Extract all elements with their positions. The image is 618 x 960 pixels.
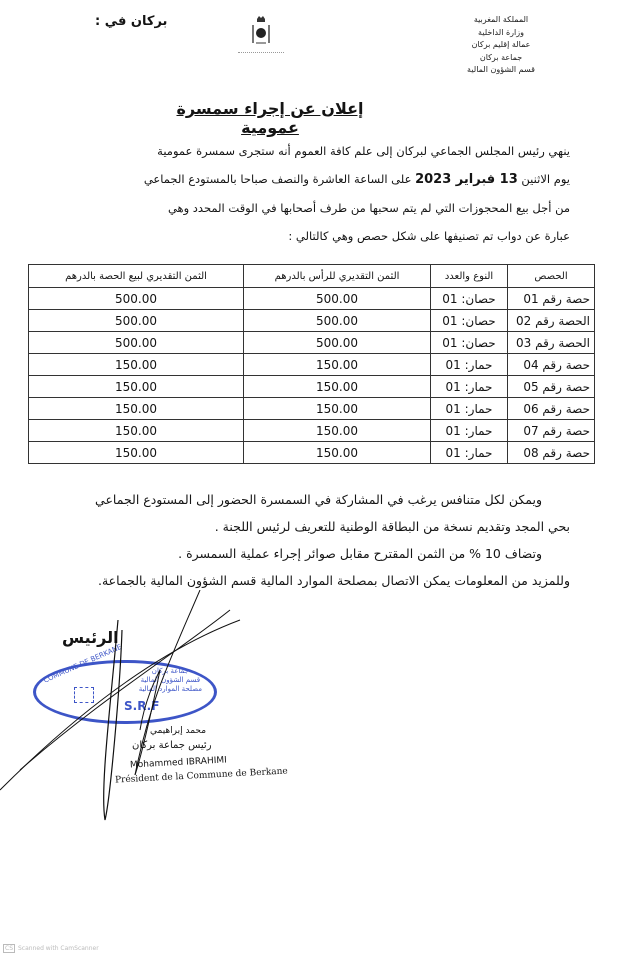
lot-cell: حصة رقم 08 bbox=[508, 442, 595, 464]
intro-line bbox=[30, 165, 570, 194]
signatory-title-ar: رئيس جماعة بركان bbox=[132, 740, 212, 751]
org-line: قسم الشؤون المالية bbox=[467, 65, 535, 74]
table-row bbox=[29, 420, 595, 442]
signatory-name-fr: Mohammed IBRAHIMI bbox=[129, 755, 228, 771]
scanner-watermark bbox=[3, 944, 99, 953]
table-header-row bbox=[29, 265, 595, 288]
kind-cell: حمار: 01 bbox=[431, 442, 508, 464]
price-per-head-cell: 150.00 bbox=[244, 420, 431, 442]
lot-price-cell: 150.00 bbox=[29, 398, 244, 420]
document-title: إعلان عن إجراء سمسرة عمومية bbox=[176, 99, 364, 137]
kind-cell: حصان: 01 bbox=[431, 332, 508, 354]
intro-line: من أجل بيع المحجوزات التي لم يتم سحبها من طرف أصحابها في الوقت المحدد وهي bbox=[167, 201, 570, 215]
closing-line: ويمكن لكل متنافس يرغب في المشاركة في السمسرة الحضور إلى المستودع الجماعي bbox=[95, 492, 542, 507]
stamp-code: S.R.F bbox=[124, 699, 160, 713]
intro-day: يوم الاثنين bbox=[521, 172, 570, 186]
official-stamp bbox=[33, 642, 217, 724]
place-date: بركان في : bbox=[95, 14, 168, 29]
emblem-caption bbox=[238, 52, 284, 55]
kind-cell: حمار: 01 bbox=[431, 398, 508, 420]
org-line: المملكة المغربية bbox=[473, 15, 529, 24]
price-per-head-cell: 500.00 bbox=[244, 332, 431, 354]
kind-cell: حمار: 01 bbox=[431, 420, 508, 442]
president-label: الرئيس bbox=[62, 628, 119, 647]
lot-price-cell: 500.00 bbox=[29, 310, 244, 332]
coat-of-arms-icon bbox=[248, 14, 274, 52]
issuing-authority bbox=[462, 14, 540, 77]
signatory-title-fr: Président de la Commune de Berkane bbox=[114, 766, 289, 786]
header-kind: النوع والعدد bbox=[431, 265, 508, 288]
stamp-ar-line: قسم الشؤون المالية bbox=[140, 676, 201, 684]
header-price-per-head: الثمن التقديري للرأس بالدرهم bbox=[244, 265, 431, 288]
lot-price-cell: 150.00 bbox=[29, 420, 244, 442]
lot-cell: حصة رقم 07 bbox=[508, 420, 595, 442]
stamp-emblem-icon bbox=[74, 687, 94, 703]
lot-price-cell: 500.00 bbox=[29, 332, 244, 354]
lot-cell: حصة رقم 04 bbox=[508, 354, 595, 376]
table-row bbox=[29, 442, 595, 464]
lot-price-cell: 150.00 bbox=[29, 354, 244, 376]
lot-cell: الحصة رقم 02 bbox=[508, 310, 595, 332]
price-per-head-cell: 500.00 bbox=[244, 310, 431, 332]
lot-price-cell: 500.00 bbox=[29, 288, 244, 310]
closing-paragraph bbox=[30, 486, 570, 594]
price-per-head-cell: 150.00 bbox=[244, 442, 431, 464]
closing-line: وتضاف 10 % من الثمن المقترح مقابل صوائر إجراء عملية السمسرة . bbox=[178, 546, 542, 561]
price-per-head-cell: 150.00 bbox=[244, 398, 431, 420]
lot-price-cell: 150.00 bbox=[29, 442, 244, 464]
header-lot: الحصص bbox=[508, 265, 595, 288]
kind-cell: حمار: 01 bbox=[431, 376, 508, 398]
kind-cell: حمار: 01 bbox=[431, 354, 508, 376]
table-row bbox=[29, 310, 595, 332]
stamp-ar-line: جماعة بركان bbox=[151, 667, 189, 675]
table-row bbox=[29, 376, 595, 398]
org-line: عمالة إقليم بركان bbox=[471, 40, 531, 49]
camscanner-icon: CS bbox=[5, 945, 13, 952]
stamp-ar-line: مصلحة الموارد المالية bbox=[138, 685, 202, 693]
lot-cell: حصة رقم 05 bbox=[508, 376, 595, 398]
signatory-name-ar: محمد إبراهيمي bbox=[150, 726, 207, 736]
lots-body bbox=[29, 288, 595, 464]
kind-cell: حصان: 01 bbox=[431, 288, 508, 310]
lot-cell: حصة رقم 01 bbox=[508, 288, 595, 310]
table-row bbox=[29, 288, 595, 310]
intro-line: ينهي رئيس المجلس الجماعي لبركان إلى علم كافة العموم أنه ستجرى سمسرة عمومية bbox=[157, 144, 570, 158]
watermark-text: Scanned with CamScanner bbox=[18, 945, 99, 952]
intro-paragraph bbox=[30, 137, 570, 250]
header-lot-price: الثمن التقديري لبيع الحصة بالدرهم bbox=[29, 265, 244, 288]
stamp-arabic-text bbox=[139, 667, 202, 694]
price-per-head-cell: 500.00 bbox=[244, 288, 431, 310]
intro-time-place: على الساعة العاشرة والنصف صباحا بالمستودع الجماعي bbox=[143, 172, 412, 186]
price-per-head-cell: 150.00 bbox=[244, 376, 431, 398]
org-line: وزارة الداخلية bbox=[478, 27, 524, 37]
lots-table bbox=[28, 264, 595, 464]
table-row bbox=[29, 398, 595, 420]
lot-price-cell: 150.00 bbox=[29, 376, 244, 398]
kind-cell: حصان: 01 bbox=[431, 310, 508, 332]
price-per-head-cell: 150.00 bbox=[244, 354, 431, 376]
auction-date: 13 فبراير 2023 bbox=[415, 172, 518, 187]
lot-cell: الحصة رقم 03 bbox=[508, 332, 595, 354]
table-row bbox=[29, 354, 595, 376]
intro-line: عبارة عن دواب تم تصنيفها على شكل حصص وهي كالتالي : bbox=[288, 229, 570, 243]
closing-line: وللمزيد من المعلومات يمكن الاتصال بمصلحة الموارد المالية قسم الشؤون المالية بالجماعة. bbox=[98, 573, 570, 588]
closing-line: بحي المجد وتقديم نسخة من البطاقة الوطنية للتعريف لرئيس اللجنة . bbox=[214, 519, 570, 534]
stamp-french-text: COMMUNE DE BERKANE bbox=[42, 642, 123, 685]
table-row bbox=[29, 332, 595, 354]
org-line: جماعة بركان bbox=[479, 52, 523, 62]
lot-cell: حصة رقم 06 bbox=[508, 398, 595, 420]
